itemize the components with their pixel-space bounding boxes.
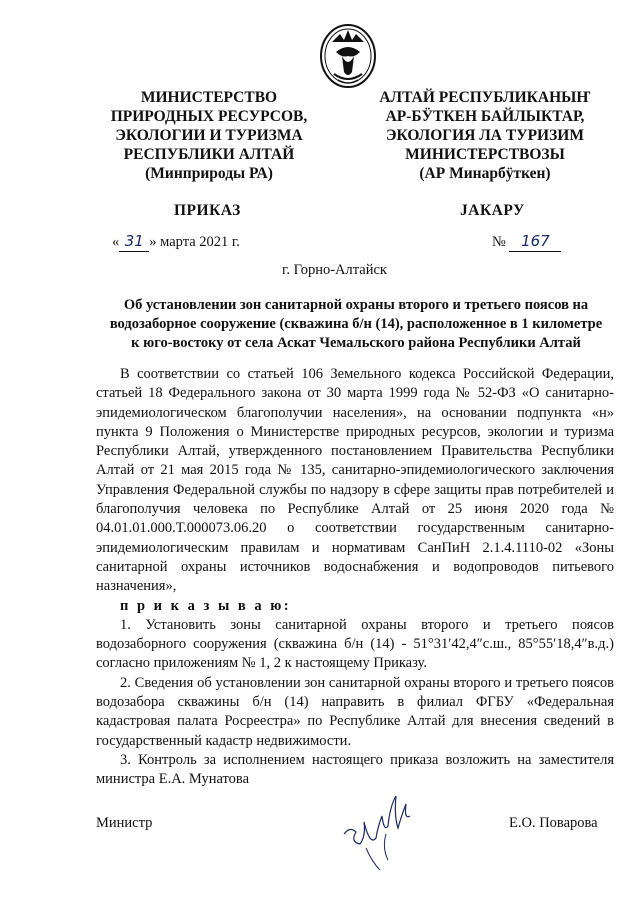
number-field — [509, 232, 561, 252]
doc-type-russian: ПРИКАЗ — [174, 202, 241, 219]
date-open-quote: « — [112, 234, 120, 250]
header-left-line: МИНИСТЕРСТВО — [140, 89, 278, 106]
title-line: водозаборное сооружение (скважина б/н (14), расположенное в 1 километре — [109, 316, 603, 332]
header-right-line: АР-БӰТКЕН БАЙЛЫКТАР, — [385, 108, 585, 125]
order-item-2: 2. Сведения об установлении зон санитарной охраны второго и третьего поясов водозабора скважины б/н (14) направить в филиал ФГБУ «Федеральная кадастровая палата Росреестра» по Республике Алтай для внесения сведений в государственный кадастр недвижимости. — [96, 674, 614, 749]
order-item-1: 1. Установить зоны санитарной охраны второго и третьего поясов водозаборного сооружения (скважина б/н (14) - 51°31′42,4″с.ш., 85°55′18,4″в.д.) согласно приложениям № 1, 2 к настоящему Приказу. — [96, 616, 614, 672]
signatory-position: Министр — [96, 815, 153, 831]
header-left-line: ЭКОЛОГИИ И ТУРИЗМА — [115, 127, 303, 144]
header-right-line: (АР Минарбӱткен) — [419, 165, 551, 182]
signatory-name: Е.О. Поварова — [509, 815, 598, 831]
header-right-line: МИНИСТЕРСТВОЗЫ — [405, 146, 565, 163]
order-item-3: 3. Контроль за исполнением настоящего приказа возложить на заместителя министра Е.А. Мунатова — [96, 751, 614, 788]
date-day-field — [119, 232, 149, 252]
ministry-name-altai — [376, 88, 594, 183]
header-left-line: ПРИРОДНЫХ РЕСУРСОВ, — [110, 108, 308, 125]
date-day: 31 — [124, 232, 144, 250]
number-value: 167 — [521, 232, 550, 250]
handwritten-signature — [336, 786, 426, 876]
document-title — [96, 296, 616, 353]
city-name: г. Горно-Алтайск — [282, 262, 387, 278]
header-right-line: ЭКОЛОГИЯ ЛА ТУРИЗИМ — [386, 127, 584, 144]
preamble-paragraph: В соответствии со статьей 106 Земельного кодекса Российской Федерации, статьей 18 Федерального закона от 30 марта 1999 года № 52-ФЗ «О санитарно-эпидемиологическом благополучии населения», на основании подпункта «н» пункта 9 Положения о Министерстве природных ресурсов, экологии и туризма Республики Алтай, утвержденного постановлением Правительства Республики Алтай от 21 мая 2015 года № 135, санитарно-эпидемиологического заключения Управления Федеральной службы по надзору в сфере защиты прав потребителей и благополучия человека по Республике Алтай от 25 июня 2020 года № 04.01.01.000.Т.000073.06.20 о соответствии государственным санитарно-эпидемиологическим правилам и нормативам СанПиН 2.1.4.1110-02 «Зоны санитарной охраны источников водоснабжения и водопроводов питьевого назначения», — [96, 366, 614, 595]
title-line: к юго-востоку от села Аскат Чемальского района Республики Алтай — [131, 335, 581, 351]
coat-of-arms-emblem — [318, 22, 378, 94]
header-left-line: РЕСПУБЛИКИ АЛТАЙ — [123, 146, 295, 163]
doc-type-altai: JАКАРУ — [460, 202, 525, 219]
ministry-name-russian — [100, 88, 318, 183]
header-right-line: АЛТАЙ РЕСПУБЛИКАНЫҤ — [379, 89, 591, 106]
title-line: Об установлении зон санитарной охраны второго и третьего поясов на — [123, 297, 589, 313]
date-close-quote: » — [149, 234, 157, 250]
number-prefix: № — [492, 234, 506, 250]
order-word: п р и к а з ы в а ю: — [120, 597, 292, 614]
order-date — [112, 232, 240, 252]
order-number — [492, 232, 561, 252]
date-month-year: марта 2021 г. — [160, 234, 240, 250]
header-left-line: (Минприроды РА) — [145, 165, 273, 182]
document-body — [96, 365, 614, 790]
